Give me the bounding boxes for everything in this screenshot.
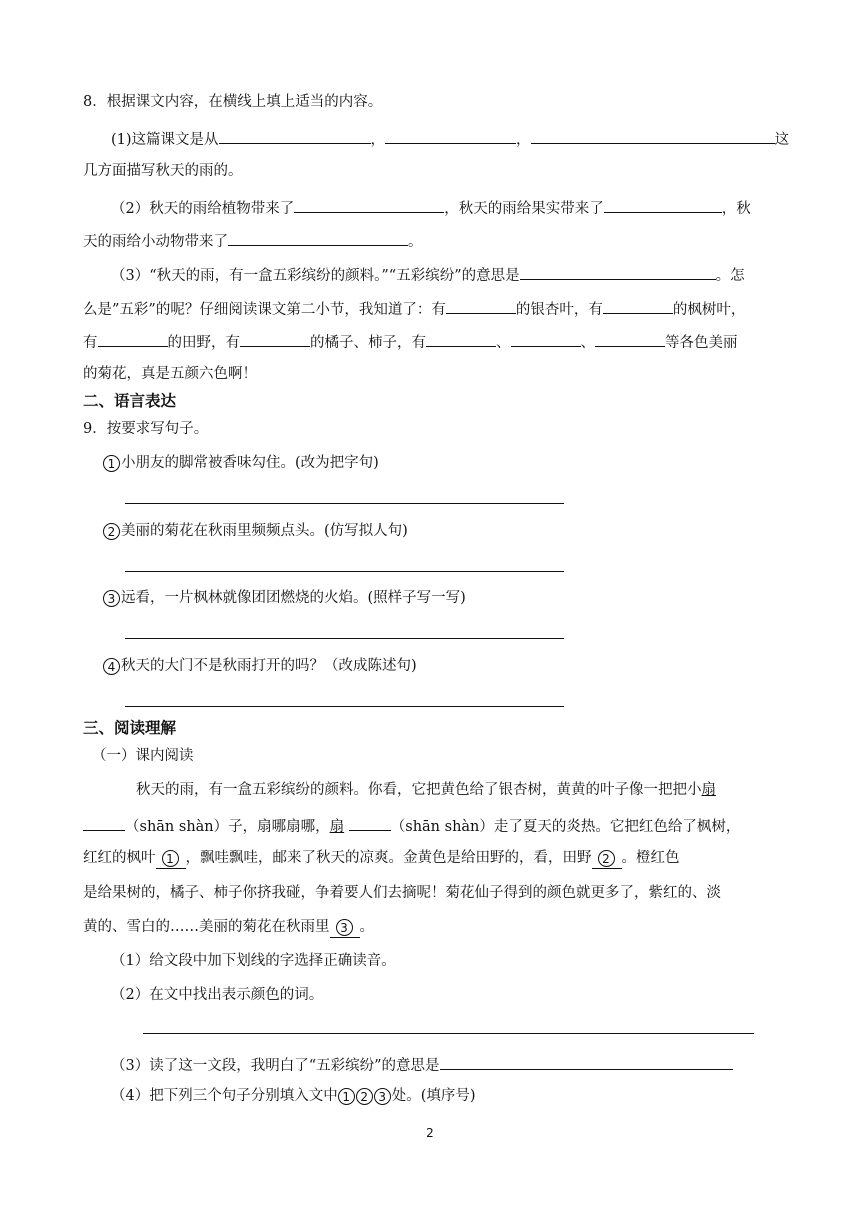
reading-subtitle: （一）课内阅读 [92,748,194,764]
answer-blank[interactable] [440,1053,733,1070]
q9-item-2: 2 美丽的菊花在秋雨里频频点头。(仿写拟人句) [103,521,408,541]
answer-blank[interactable] [349,814,391,831]
circled-number: 1 [103,455,120,472]
passage-line-5: 黄的、雪白的……美丽的菊花在秋雨里 3 。 [83,917,374,938]
answer-line[interactable] [125,503,564,504]
q9-item-1: 1 小朋友的脚常被香味勾住。(改为把字句) [103,453,379,473]
circled-number: 1 [338,1088,355,1105]
q8-part3-cont3: 的菊花，真是五颜六色啊！ [83,366,257,382]
fill-slot-1[interactable]: 1 [156,848,186,869]
circled-number: 4 [103,658,120,675]
answer-line[interactable] [125,706,564,707]
reading-q3: （3）读了这一文段，我明白了“五彩缤纷”的意思是 [111,1053,733,1076]
answer-blank[interactable] [385,127,516,144]
circled-number: 3 [374,1088,391,1105]
answer-blank[interactable] [604,196,722,213]
section-3-heading: 三、阅读理解 [83,719,177,737]
passage-line-1: 秋天的雨，有一盒五彩缤纷的颜料。你看，它把黄色给了银杏树，黄黄的叶子像一把把小扇 [136,782,716,798]
q9-item-4: 4 秋天的大门不是秋雨打开的吗？（改成陈述句) [103,656,417,676]
answer-blank[interactable] [520,263,716,280]
circled-number: 2 [356,1088,373,1105]
answer-blank[interactable] [511,330,581,347]
answer-blank[interactable] [603,297,673,314]
section-2-heading: 二、语言表达 [83,392,177,410]
passage-line-4: 是给果树的，橘子、柿子你挤我碰，争着要人们去摘呢！菊花仙子得到的颜色就更多了，紫红的、淡 [83,885,721,901]
answer-line[interactable] [125,571,564,572]
page-number: 2 [426,1126,434,1140]
answer-blank[interactable] [531,127,775,144]
passage-line-2: （shān shàn）子，扇哪扇哪，扇 （shān shàn）走了夏天的炎热。它把红色给了枫树， [83,814,740,837]
answer-line[interactable] [143,1033,754,1034]
circled-number: 2 [103,523,120,540]
q8-part1: (1)这篇课文是从 ， ， 这 [111,127,789,150]
q9-item-3: 3 远看，一片枫林就像团团燃烧的火焰。(照样子写一写) [103,588,466,608]
fill-slot-3[interactable]: 3 [330,917,360,938]
answer-blank[interactable] [219,127,371,144]
reading-q4: （4）把下列三个句子分别填入文中 1 2 3 处。(填序号) [111,1088,476,1104]
fill-slot-2[interactable]: 2 [592,848,622,869]
answer-blank[interactable] [446,297,516,314]
q8-part3-cont2: 有 的田野，有 的橘子、柿子，有 、 、 等各色美丽 [83,330,738,353]
answer-blank[interactable] [228,229,408,246]
answer-blank[interactable] [595,330,665,347]
answer-line[interactable] [125,638,564,639]
q8-part2-cont: 天的雨给小动物带来了 。 [83,229,423,252]
q8-part1-cont: 几方面描写秋天的雨的。 [83,163,243,179]
answer-blank[interactable] [240,330,310,347]
q8-title: 8．根据课文内容，在横线上填上适当的内容。 [83,94,383,110]
reading-q2: （2）在文中找出表示颜色的词。 [111,987,324,1003]
underlined-char: 扇 [329,819,345,835]
q8-part2: （2）秋天的雨给植物带来了 ，秋天的雨给果实带来了 ，秋 [111,196,751,219]
circled-number: 3 [103,590,120,607]
q9-title: 9．按要求写句子。 [83,421,209,437]
passage-line-3: 红红的枫叶 1 ，飘哇飘哇，邮来了秋天的凉爽。金黄色是给田野的，看，田野 2 。橙红色 [83,848,680,869]
answer-blank[interactable] [426,330,496,347]
reading-q1: （1）给文段中加下划线的字选择正确读音。 [111,953,396,969]
underlined-char: 扇 [701,782,716,798]
q8-part3-cont1: 么是”五彩”的呢？仔细阅读课文第二小节，我知道了：有 的银杏叶，有 的枫树叶， [83,297,745,320]
answer-blank[interactable] [98,330,168,347]
answer-blank[interactable] [294,196,444,213]
q8-part3: （3）“秋天的雨，有一盒五彩缤纷的颜料。”“五彩缤纷”的意思是 。怎 [111,263,745,286]
answer-blank[interactable] [83,814,125,831]
